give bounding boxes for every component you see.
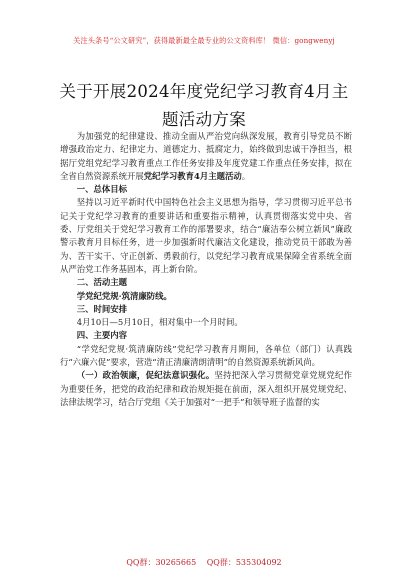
document-body xyxy=(60,130,352,409)
theme-paragraph: 学党纪党规·筑清廉防线。 xyxy=(76,290,172,301)
intro-text: 为加强党的纪律建设、推动全面从严治党向纵深发展，教育引导党员不断增强政治定力、纪律定力、道德定力、抵腐定力，始终做到忠诚干净担当，根据厅党组党纪学习教育重点工作任务安排及年度党建工作重点任务安排，拟在全省自然资源系统开展 xyxy=(60,131,352,181)
footer-qq-group-1: QQ群：30265665 xyxy=(126,558,197,567)
document-title-line-2: 题活动方案 xyxy=(162,110,246,129)
goals-paragraph: 坚持以习近平新时代中国特色社会主义思想为指导，学习贯彻习近平总书记关于党纪学习教育的重要讲话和重要指示精神，认真贯彻落实党中央、省委、厅党组关于党纪学习教育工作的部署要求，结合“廉洁奉公树立新风”廉政警示教育月目标任务，进一步加强新时代廉洁文化建设，推动党员干部敢为善为、苦干实干、守正创新、勇毅前行，以党纪学习教育成果保障全省系统全面从严治党工作务基固本，再上新台阶。 xyxy=(60,197,352,274)
section-heading-content: 四、主要内容 xyxy=(76,330,128,341)
section-heading-schedule: 三、时间安排 xyxy=(76,303,128,314)
subsection-1-label: （一）政治领廉，促纪法意识强化。 xyxy=(76,370,215,381)
footer-contact xyxy=(0,557,408,568)
intro-activity-name: 党纪学习教育4月主题活动 xyxy=(143,170,242,181)
section-heading-goals: 一、总体目标 xyxy=(76,184,128,195)
footer-qq-group-2: QQ群：535304092 xyxy=(206,558,282,567)
intro-end: 。 xyxy=(241,170,251,181)
subsection-1-paragraph xyxy=(60,369,352,409)
content-paragraph: “学党纪党规·筑清廉防线”党纪学习教育月期间，各单位（部门）认真践行“六廉六促”要求，营造“清正清廉清朗清明”的自然资源系统新风尚。 xyxy=(60,343,352,368)
section-heading-theme: 二、活动主题 xyxy=(76,277,128,288)
intro-paragraph xyxy=(60,130,352,183)
schedule-paragraph: 4月10日—5月10日，相对集中一个月时间。 xyxy=(76,317,243,328)
promo-banner: 关注头条号“公文研究”，获得最新最全最专业的公文资料库！ 微信：gongwenyj xyxy=(73,36,335,45)
subsection-1-text: 坚持把深入学习贯彻党章党规党纪作为重要任务，把党的政治纪律和政治规矩挺在前面，深入组织开展党规党纪、法律法规学习，结合厅党组《关于加强对“一把手”和领导班子监督的实 xyxy=(60,370,352,407)
document-title-line-1: 关于开展2024年度党纪学习教育4月主 xyxy=(59,82,349,101)
